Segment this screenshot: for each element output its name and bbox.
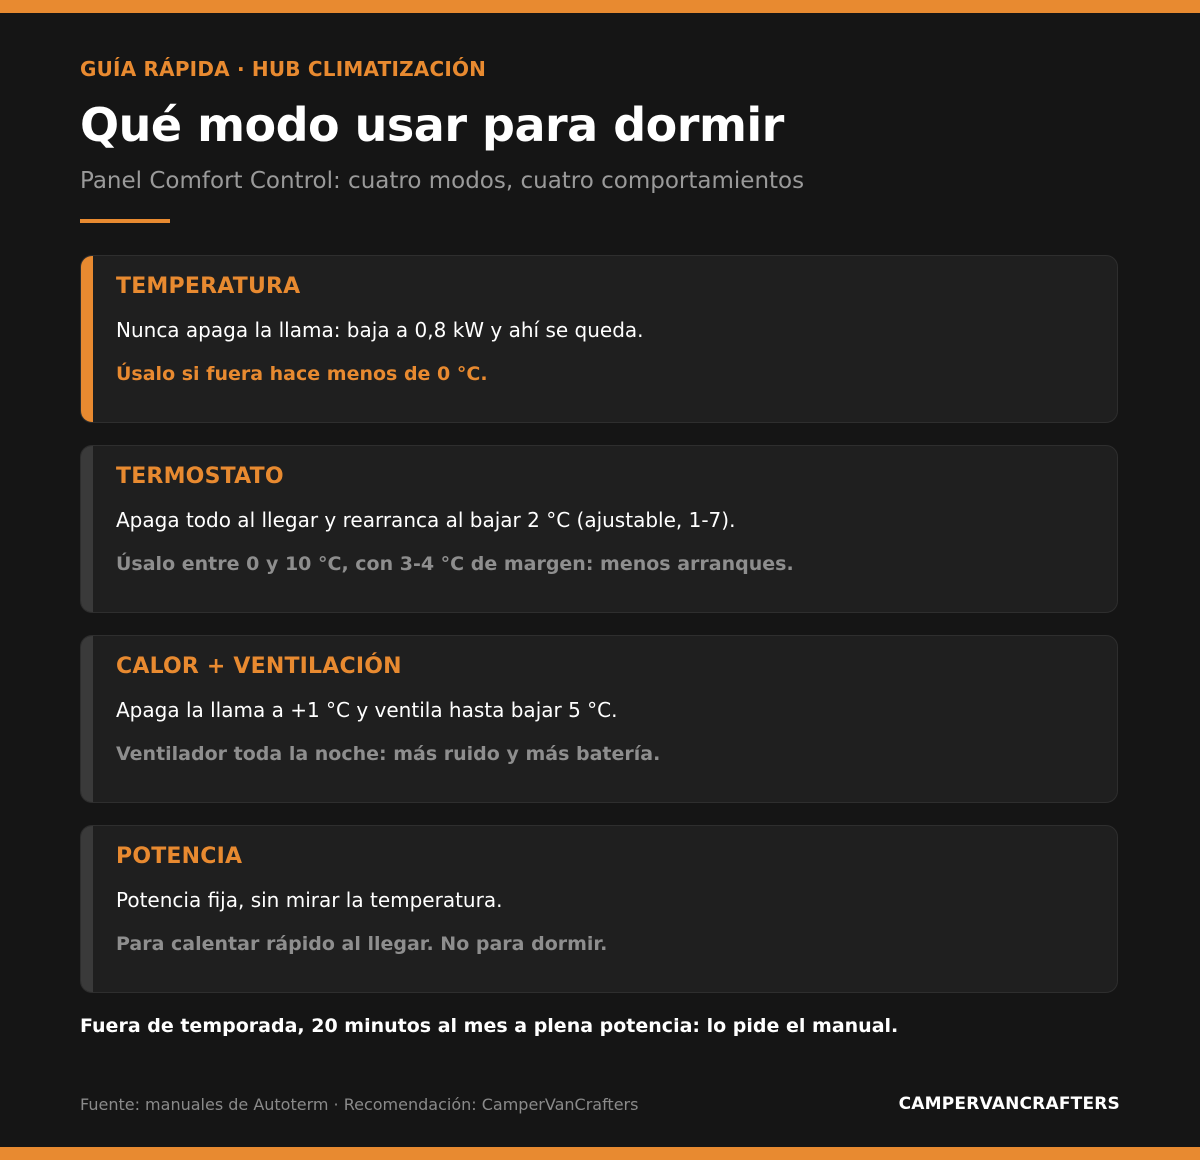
maintenance-note: Fuera de temporada, 20 minutos al mes a plena potencia: lo pide el manual. bbox=[80, 1015, 899, 1037]
mode-description: Nunca apaga la llama: baja a 0,8 kW y ahí se queda. bbox=[116, 318, 644, 342]
mode-description: Apaga la llama a +1 °C y ventila hasta bajar 5 °C. bbox=[116, 698, 618, 722]
page-subtitle: Panel Comfort Control: cuatro modos, cuatro comportamientos bbox=[80, 168, 805, 194]
card-accent-bar bbox=[81, 256, 93, 422]
card-accent-bar bbox=[81, 636, 93, 802]
mode-name: CALOR + VENTILACIÓN bbox=[116, 654, 402, 679]
bottom-accent-bar bbox=[0, 1147, 1200, 1160]
card-accent-bar bbox=[81, 446, 93, 612]
mode-tip: Úsalo si fuera hace menos de 0 °C. bbox=[116, 363, 488, 385]
mode-tip: Úsalo entre 0 y 10 °C, con 3-4 °C de margen: menos arranques. bbox=[116, 553, 794, 575]
mode-card-termostato bbox=[80, 445, 1118, 613]
mode-name: POTENCIA bbox=[116, 844, 243, 869]
mode-card-potencia bbox=[80, 825, 1118, 993]
mode-tip: Ventilador toda la noche: más ruido y más batería. bbox=[116, 743, 661, 765]
eyebrow-label: GUÍA RÁPIDA · HUB CLIMATIZACIÓN bbox=[80, 57, 487, 81]
mode-tip: Para calentar rápido al llegar. No para dormir. bbox=[116, 933, 608, 955]
mode-description: Apaga todo al llegar y rearranca al bajar 2 °C (ajustable, 1-7). bbox=[116, 508, 736, 532]
mode-card-temperatura bbox=[80, 255, 1118, 423]
page-title: Qué modo usar para dormir bbox=[80, 98, 784, 152]
top-accent-bar bbox=[0, 0, 1200, 13]
brand-logo-text: CAMPERVANCRAFTERS bbox=[898, 1094, 1120, 1114]
mode-card-calor-ventilacion bbox=[80, 635, 1118, 803]
mode-description: Potencia fija, sin mirar la temperatura. bbox=[116, 888, 503, 912]
card-accent-bar bbox=[81, 826, 93, 992]
title-divider bbox=[80, 219, 170, 223]
source-credit: Fuente: manuales de Autoterm · Recomendación: CamperVanCrafters bbox=[80, 1095, 639, 1114]
mode-name: TEMPERATURA bbox=[116, 274, 301, 299]
mode-name: TERMOSTATO bbox=[116, 464, 284, 489]
